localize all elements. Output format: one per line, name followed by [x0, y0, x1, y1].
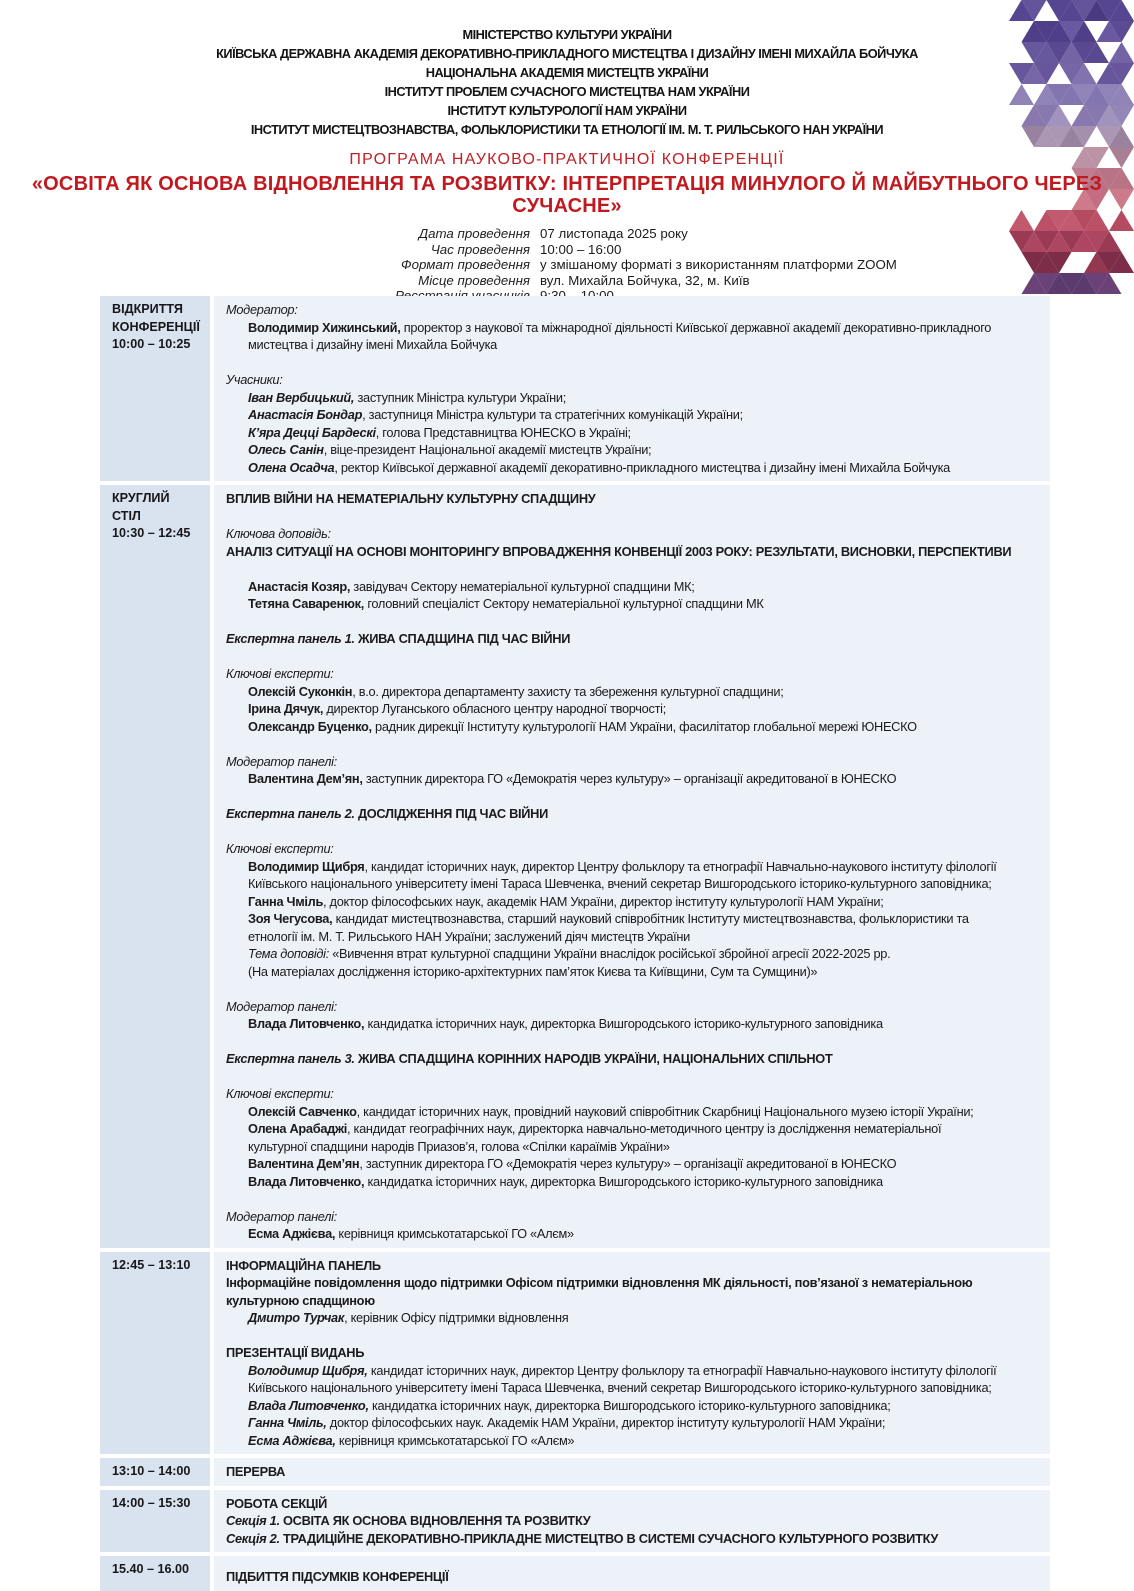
- content-spacer: [226, 1068, 1044, 1086]
- text-segment: Модератор панелі:: [226, 753, 337, 769]
- text-segment: Ганна Чміль: [248, 893, 324, 909]
- text-segment: Ганна Чміль,: [248, 1415, 330, 1430]
- content-line: [226, 1257, 1044, 1275]
- detail-row: [0, 257, 1134, 273]
- content-cell: [214, 1252, 1050, 1455]
- content-line: [226, 319, 1044, 337]
- detail-value: вул. Михайла Бойчука, 32, м. Київ: [540, 272, 750, 288]
- text-segment: ЖИВА СПАДЩИНА ПІД ЧАС ВІЙНИ: [357, 631, 571, 646]
- content-line: [226, 371, 1044, 389]
- text-segment: заступник Міністра культури України;: [357, 389, 566, 405]
- document-header: [0, 0, 1134, 304]
- content-line: [226, 441, 1044, 459]
- detail-value: 10:00 – 16:00: [540, 241, 622, 257]
- text-segment: , ректор Київської державної академії декоративно-прикладного мистецтва і дизайну імені Михайла Бойчука: [334, 459, 950, 475]
- time-cell: [100, 1458, 210, 1486]
- text-segment: Анастасія Козяр,: [248, 578, 354, 594]
- detail-label: Час проведення: [430, 241, 530, 257]
- schedule-row: [100, 296, 1050, 481]
- time-line: СТІЛ: [112, 508, 141, 523]
- text-segment: К’яра Децці Бардескі: [248, 424, 376, 440]
- content-line: [226, 1173, 1044, 1191]
- text-segment: кандидат мистецтвознавства, старший науковий співробітник Інституту мистецтвознавства, фольклористики та: [335, 911, 969, 926]
- content-line: [226, 1292, 1044, 1310]
- conference-title: «ОСВІТА ЯК ОСНОВА ВІДНОВЛЕННЯ ТА РОЗВИТКУ: ІНТЕРПРЕТАЦІЯ МИНУЛОГО Й МАЙБУТНЬОГО ЧЕРЕЗ СУЧАСНЕ»: [31, 173, 1103, 217]
- program-kicker: ПРОГРАМА НАУКОВО-ПРАКТИЧНОЇ КОНФЕРЕНЦІЇ: [349, 151, 785, 168]
- text-segment: , в.о. директора департаменту захисту та збереження культурної спадщини;: [352, 683, 784, 699]
- content-line: [226, 1274, 1044, 1292]
- detail-label: Дата проведення: [418, 226, 530, 241]
- content-line: [226, 683, 1044, 701]
- text-segment: кандидат історичних наук, директор Центру фольклору та етнографії Навчально-наукового інституту філології: [370, 1362, 997, 1378]
- content-line: [226, 1568, 1044, 1586]
- text-segment: керівниця кримськотатарської ГО «Алєм»: [338, 1432, 575, 1448]
- schedule-row: [100, 1252, 1050, 1455]
- text-segment: , кандидат історичних наук, провідний науковий співробітник Скарбниці Національного музею історії України;: [356, 1103, 974, 1119]
- detail-row: [0, 242, 1134, 258]
- text-segment: ПРЕЗЕНТАЦІЇ ВИДАНЬ: [226, 1345, 365, 1360]
- text-segment: Есма Аджієва,: [248, 1432, 339, 1448]
- text-segment: головний спеціаліст Сектору нематеріальної культурної спадщини МК: [367, 596, 764, 611]
- time-cell: [100, 1252, 210, 1455]
- time-line: КОНФЕРЕНЦІЇ: [112, 319, 200, 334]
- content-spacer: [226, 735, 1044, 753]
- content-line: [226, 718, 1044, 736]
- content-line: [226, 945, 1044, 963]
- content-line: [226, 963, 1044, 981]
- content-line: [226, 928, 1044, 946]
- text-segment: доктор філософських наук. Академік НАМ України, директор інституту культурології НАМ України;: [329, 1415, 886, 1430]
- detail-row: [0, 226, 1134, 242]
- text-segment: ТРАДИЦІЙНЕ ДЕКОРАТИВНО-ПРИКЛАДНЕ МИСТЕЦТВО В СИСТЕМІ СУЧАСНОГО КУЛЬТУРНОГО РОЗВИТКУ: [283, 1530, 939, 1546]
- content-line: [226, 1208, 1044, 1226]
- text-segment: Київського національного університету імені Тараса Шевченка, вчений секретар Вишгородського історико-культурного заповідника;: [248, 876, 992, 891]
- text-segment: Олена Осадча: [248, 459, 335, 475]
- time-line: 14:00 – 15:30: [112, 1495, 191, 1510]
- text-segment: , голова Представництва ЮНЕСКО в Україні;: [375, 424, 631, 440]
- time-cell: [100, 485, 210, 1248]
- detail-value: 07 листопада 2025 року: [540, 226, 688, 241]
- time-line: 15.40 – 16.00: [112, 1562, 190, 1576]
- time-line: 12:45 – 13:10: [112, 1257, 191, 1272]
- content-line: [226, 1309, 1044, 1327]
- text-segment: Ключові експерти:: [226, 841, 334, 856]
- text-segment: кандидатка історичних наук, директорка Вишгородського історико-культурного заповідника: [367, 1016, 883, 1031]
- content-line: [226, 1414, 1044, 1432]
- text-segment: Анастасія Бондар: [248, 407, 363, 422]
- time-line: 13:10 – 14:00: [112, 1464, 191, 1478]
- schedule-row: [100, 1458, 1050, 1486]
- content-line: [226, 998, 1044, 1016]
- content-line: [226, 336, 1044, 354]
- text-segment: культурної спадщини народів Приазов’я, голова «Спілки караїмів України»: [248, 1138, 670, 1154]
- text-segment: , віце-президент Національної академії мистецтв України;: [323, 442, 652, 457]
- text-segment: Валентина Дем’ян,: [248, 771, 366, 786]
- org-line: ІНСТИТУТ МИСТЕЦТВОЗНАВСТВА, ФОЛЬКЛОРИСТИКИ ТА ЕТНОЛОГІЇ ІМ. М. Т. РИЛЬСЬКОГО НАН УКРАЇНИ: [250, 122, 884, 137]
- text-segment: Володимир Щибря,: [248, 1362, 371, 1378]
- content-spacer: [226, 648, 1044, 666]
- content-cell: [214, 485, 1050, 1248]
- text-segment: Володимир Хижинський,: [248, 319, 404, 335]
- detail-label: Місце проведення: [418, 272, 530, 288]
- content-line: [226, 805, 1044, 823]
- content-line: [226, 875, 1044, 893]
- text-segment: Модератор:: [226, 302, 298, 317]
- text-segment: Влада Литовченко,: [248, 1397, 372, 1413]
- text-segment: Ключова доповідь:: [226, 526, 331, 541]
- text-segment: Іван Вербицький,: [248, 389, 358, 405]
- text-segment: Тетяна Саваренюк,: [248, 596, 368, 611]
- content-line: [226, 1397, 1044, 1415]
- conference-details: [0, 226, 1134, 304]
- text-segment: ВПЛИВ ВІЙНИ НА НЕМАТЕРІАЛЬНУ КУЛЬТУРНУ СПАДЩИНУ: [226, 491, 596, 506]
- text-segment: Тема доповіді:: [248, 946, 333, 961]
- text-segment: Ірина Дячук,: [248, 701, 327, 716]
- schedule-row: [100, 1556, 1050, 1591]
- content-line: [226, 858, 1044, 876]
- org-line: ІНСТИТУТ КУЛЬТУРОЛОГІЇ НАМ УКРАЇНИ: [447, 103, 687, 118]
- text-segment: ЖИВА СПАДЩИНА КОРІННИХ НАРОДІВ УКРАЇНИ, НАЦІОНАЛЬНИХ СПІЛЬНОТ: [357, 1051, 833, 1066]
- content-line: [226, 1015, 1044, 1033]
- org-line: ІНСТИТУТ ПРОБЛЕМ СУЧАСНОГО МИСТЕЦТВА НАМ УКРАЇНИ: [384, 84, 750, 99]
- text-segment: заступник директора ГО «Демократія через культуру» – організації акредитованої в ЮНЕСКО: [365, 771, 897, 786]
- content-spacer: [226, 980, 1044, 998]
- content-line: [226, 1379, 1044, 1397]
- content-line: [226, 1120, 1044, 1138]
- text-segment: Ключові експерти:: [226, 1086, 334, 1101]
- text-segment: кандидатка історичних наук, директорка Вишгородського історико-культурного заповідника;: [371, 1397, 891, 1413]
- text-segment: АНАЛІЗ СИТУАЦІЇ НА ОСНОВІ МОНІТОРИНГУ ВПРОВАДЖЕННЯ КОНВЕНЦІЇ 2003 РОКУ: РЕЗУЛЬТАТИ, ВИСНОВКИ, ПЕРСПЕКТИВИ: [226, 543, 1012, 559]
- content-spacer: [226, 613, 1044, 631]
- content-line: [226, 459, 1044, 477]
- content-line: [226, 1432, 1044, 1450]
- text-segment: ПІДБИТТЯ ПІДСУМКІВ КОНФЕРЕНЦІЇ: [226, 1569, 449, 1584]
- org-line: МІНІСТЕРСТВО КУЛЬТУРИ УКРАЇНИ: [462, 27, 672, 42]
- text-segment: Секція 1.: [226, 1513, 283, 1528]
- content-line: [226, 630, 1044, 648]
- text-segment: , заступниця Міністра культури та стратегічних комунікацій України;: [362, 407, 743, 422]
- time-line: 10:00 – 10:25: [112, 337, 191, 351]
- content-line: [226, 910, 1044, 928]
- content-line: [226, 1463, 1044, 1481]
- schedule-table: [100, 296, 1050, 1591]
- text-segment: Олексій Суконкін: [248, 683, 353, 699]
- content-spacer: [226, 560, 1044, 578]
- text-segment: мистецтва і дизайну імені Михайла Бойчука: [248, 337, 497, 352]
- text-segment: , заступник директора ГО «Демократія через культуру» – організації акредитованої в ЮНЕСКО: [359, 1156, 897, 1171]
- content-line: [226, 1362, 1044, 1380]
- text-segment: , керівник Офісу підтримки відновлення: [344, 1310, 569, 1325]
- text-segment: Олесь Санін: [248, 442, 324, 457]
- text-segment: , кандидат історичних наук, директор Центру фольклору та етнографії Навчально-наукового інституту філології: [364, 858, 997, 874]
- text-segment: Влада Литовченко,: [248, 1173, 368, 1189]
- content-spacer: [226, 508, 1044, 526]
- content-line: [226, 389, 1044, 407]
- content-line: [226, 1530, 1044, 1548]
- text-segment: Секція 2.: [226, 1530, 283, 1546]
- content-cell: [214, 296, 1050, 481]
- text-segment: керівниця кримськотатарської ГО «Алєм»: [338, 1226, 574, 1241]
- content-spacer: [226, 823, 1044, 841]
- content-line: [226, 665, 1044, 683]
- content-line: [226, 424, 1044, 442]
- text-segment: , доктор філософських наук, академік НАМ України, директор інституту культурології НАМ України;: [323, 893, 884, 909]
- content-line: [226, 700, 1044, 718]
- content-cell: [214, 1458, 1050, 1486]
- content-line: [226, 1512, 1044, 1530]
- time-cell: [100, 296, 210, 481]
- content-spacer: [226, 1327, 1044, 1345]
- text-segment: Володимир Щибря: [248, 858, 365, 874]
- org-line: КИЇВСЬКА ДЕРЖАВНА АКАДЕМІЯ ДЕКОРАТИВНО-ПРИКЛАДНОГО МИСТЕЦТВА І ДИЗАЙНУ ІМЕНІ МИХАЙЛА БОЙЧУКА: [216, 46, 918, 61]
- text-segment: радник дирекції Інституту культурології НАМ України, фасилітатор глобальної мережі ЮНЕСКО: [375, 718, 917, 734]
- content-cell: [214, 1490, 1050, 1553]
- text-segment: «Вивчення втрат культурної спадщини України внаслідок російської збройної агресії 2022-2025 рр.: [332, 946, 891, 961]
- text-segment: завідувач Сектору нематеріальної культурної спадщини МК;: [353, 578, 695, 594]
- time-line: ВІДКРИТТЯ: [112, 302, 183, 316]
- content-line: [226, 578, 1044, 596]
- text-segment: (На матеріалах дослідження історико-архітектурних пам’яток Києва та Київщини, Сум та Сумщини)»: [248, 963, 818, 979]
- text-segment: проректор з наукової та міжнародної діяльності Київської державної академії декоративно-прикладного: [403, 319, 992, 335]
- text-segment: ДОСЛІДЖЕННЯ ПІД ЧАС ВІЙНИ: [357, 806, 549, 821]
- detail-row: [0, 273, 1134, 289]
- text-segment: Інформаційне повідомлення щодо підтримки Офісом підтримки відновлення МК діяльності, пов’язаної з нематеріальною: [226, 1275, 973, 1290]
- content-line: [226, 1085, 1044, 1103]
- detail-value: у змішаному форматі з використанням платформи ZOOM: [540, 257, 897, 272]
- text-segment: Ключові експерти:: [226, 666, 334, 681]
- content-line: [226, 406, 1044, 424]
- content-line: [226, 893, 1044, 911]
- content-line: [226, 1138, 1044, 1156]
- schedule-row: [100, 485, 1050, 1248]
- content-line: [226, 490, 1044, 508]
- text-segment: кандидатка історичних наук, директорка Вишгородського історико-культурного заповідника: [367, 1173, 883, 1189]
- org-line: НАЦІОНАЛЬНА АКАДЕМІЯ МИСТЕЦТВ УКРАЇНИ: [425, 65, 709, 80]
- content-spacer: [226, 354, 1044, 372]
- time-line: КРУГЛИЙ: [112, 491, 170, 505]
- content-line: [226, 301, 1044, 319]
- text-segment: Влада Литовченко,: [248, 1016, 368, 1031]
- detail-label: Формат проведення: [401, 257, 530, 272]
- content-spacer: [226, 1033, 1044, 1051]
- schedule-row: [100, 1490, 1050, 1553]
- content-line: [226, 1155, 1044, 1173]
- text-segment: Дмитро Турчак: [248, 1310, 345, 1325]
- text-segment: Зоя Чегусова,: [248, 911, 336, 926]
- content-line: [226, 525, 1044, 543]
- content-spacer: [226, 788, 1044, 806]
- organization-lines: [0, 25, 1134, 139]
- content-line: [226, 1050, 1044, 1068]
- text-segment: Експертна панель 3.: [226, 1051, 358, 1066]
- text-segment: ІНФОРМАЦІЙНА ПАНЕЛЬ: [226, 1257, 381, 1273]
- content-line: [226, 770, 1044, 788]
- time-cell: [100, 1490, 210, 1553]
- text-segment: Олександр Буценко,: [248, 718, 376, 734]
- text-segment: ПЕРЕРВА: [226, 1464, 286, 1479]
- content-line: [226, 1225, 1044, 1243]
- text-segment: директор Луганського обласного центру народної творчості;: [326, 701, 666, 716]
- text-segment: Експертна панель 1.: [226, 631, 358, 646]
- content-line: [226, 840, 1044, 858]
- text-segment: Есма Аджієва,: [248, 1226, 339, 1241]
- time-cell: [100, 1556, 210, 1591]
- text-segment: етнології ім. М. Т. Рильського НАН України; заслужений діяч мистецтв України: [248, 928, 691, 944]
- content-spacer: [226, 1190, 1044, 1208]
- time-line: 10:30 – 12:45: [112, 526, 191, 540]
- content-cell: [214, 1556, 1050, 1591]
- text-segment: Київського національного університету імені Тараса Шевченка, вчений секретар Вишгородського історико-культурного заповідника;: [248, 1380, 992, 1395]
- text-segment: , кандидат географічних наук, директорка навчально-методичного центру із дослідження нематеріальної: [347, 1121, 942, 1136]
- content-line: [226, 1103, 1044, 1121]
- text-segment: РОБОТА СЕКЦІЙ: [226, 1495, 328, 1511]
- content-line: [226, 1495, 1044, 1513]
- content-line: [226, 543, 1044, 561]
- text-segment: Модератор панелі:: [226, 1208, 337, 1224]
- content-line: [226, 1344, 1044, 1362]
- text-segment: Валентина Дем’ян: [248, 1156, 360, 1171]
- text-segment: Експертна панель 2.: [226, 806, 358, 821]
- text-segment: культурною спадщиною: [226, 1292, 375, 1308]
- content-line: [226, 753, 1044, 771]
- text-segment: Олексій Савченко: [248, 1103, 357, 1119]
- text-segment: Олена Арабаджі: [248, 1121, 348, 1136]
- text-segment: Учасники:: [226, 372, 283, 387]
- text-segment: Модератор панелі:: [226, 998, 337, 1014]
- content-line: [226, 595, 1044, 613]
- text-segment: ОСВІТА ЯК ОСНОВА ВІДНОВЛЕННЯ ТА РОЗВИТКУ: [283, 1513, 591, 1528]
